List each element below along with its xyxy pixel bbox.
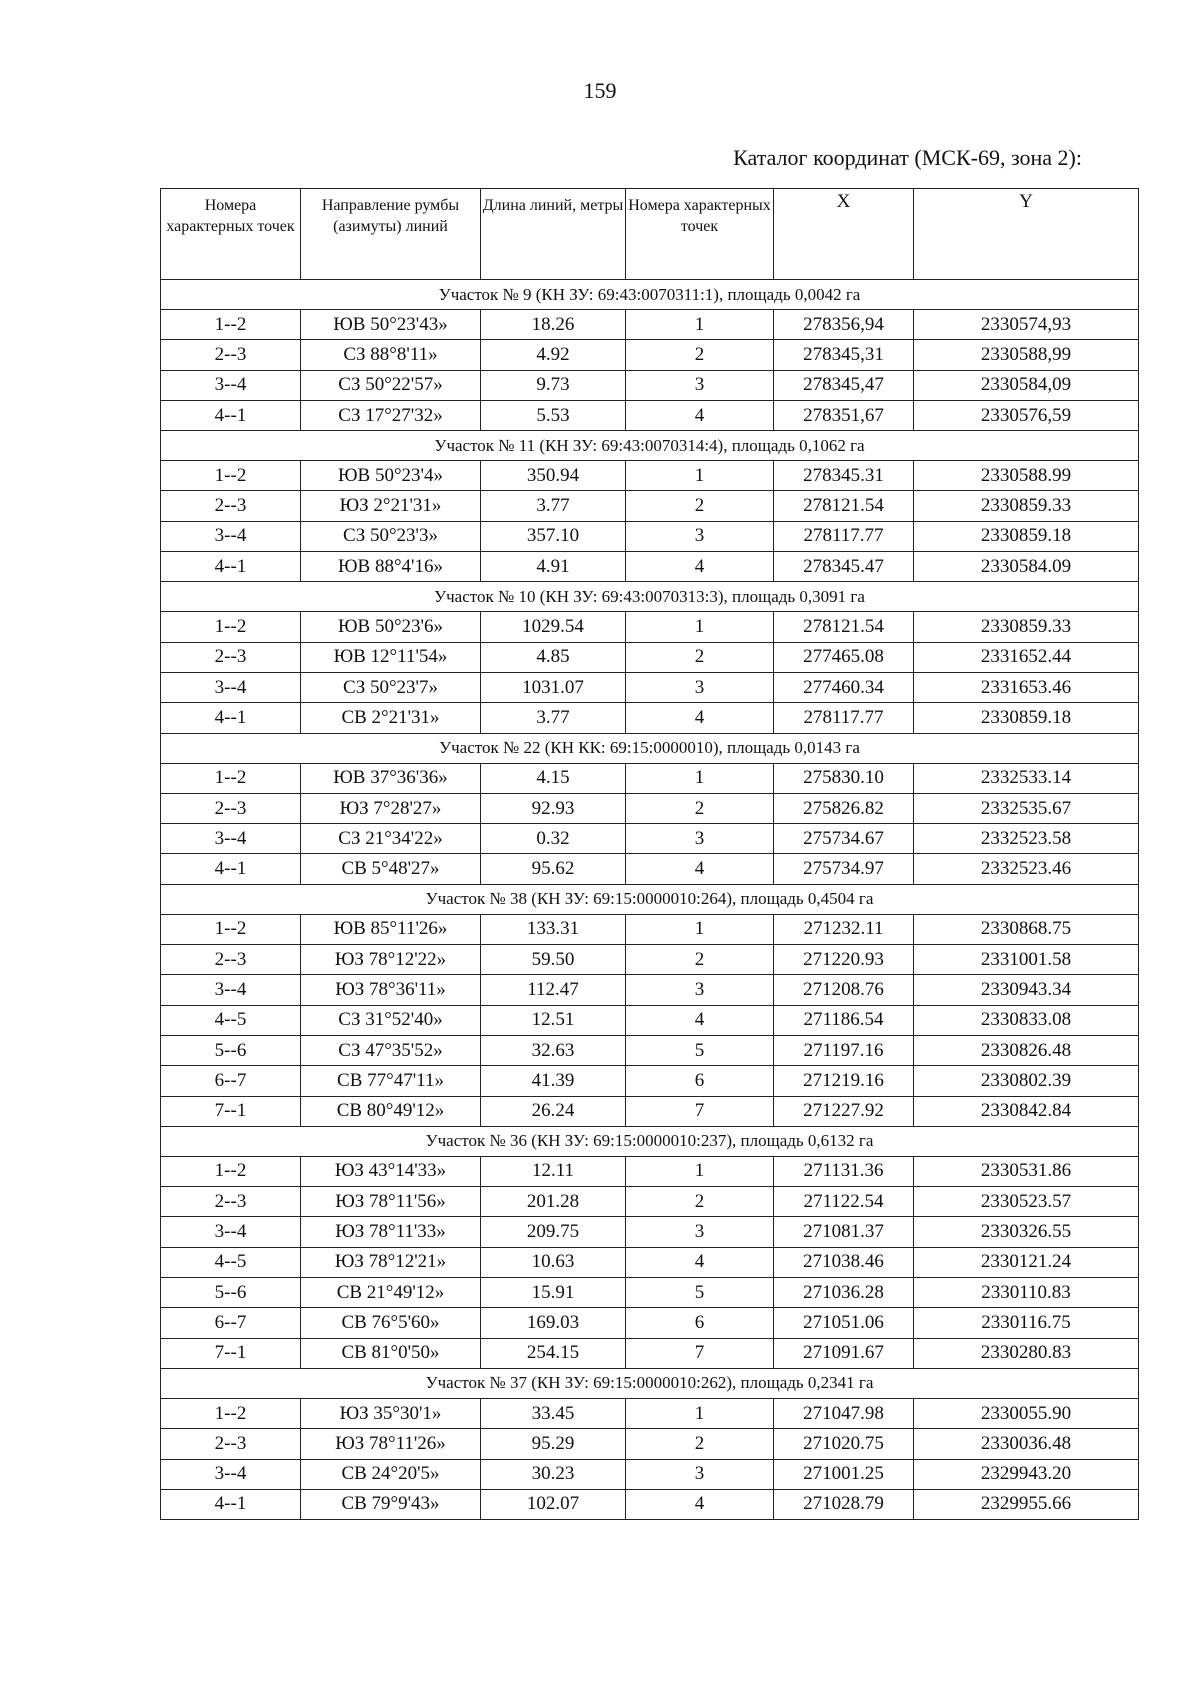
cell-length: 15.91 bbox=[481, 1278, 626, 1308]
cell-direction: ЮЗ 78°12'21» bbox=[301, 1247, 481, 1277]
table-row bbox=[161, 1156, 1139, 1186]
table-row bbox=[161, 975, 1139, 1005]
catalog-title: Каталог координат (МСК-69, зона 2): bbox=[733, 145, 1082, 170]
cell-y-coord: 2330531.86 bbox=[914, 1156, 1139, 1186]
cell-direction: СЗ 50°23'7» bbox=[301, 672, 481, 702]
table-row bbox=[161, 1096, 1139, 1126]
cell-x-coord: 275830.10 bbox=[774, 763, 914, 793]
cell-length: 4.85 bbox=[481, 642, 626, 672]
cell-point: 7 bbox=[626, 1338, 774, 1368]
cell-length: 10.63 bbox=[481, 1247, 626, 1277]
table-row bbox=[161, 1066, 1139, 1096]
cell-y-coord: 2330523.57 bbox=[914, 1187, 1139, 1217]
cell-x-coord: 271036.28 bbox=[774, 1278, 914, 1308]
cell-x-coord: 271091.67 bbox=[774, 1338, 914, 1368]
cell-segment: 4--1 bbox=[161, 703, 301, 733]
cell-y-coord: 2330842.84 bbox=[914, 1096, 1139, 1126]
table-row bbox=[161, 672, 1139, 702]
cell-x-coord: 275826.82 bbox=[774, 793, 914, 823]
cell-segment: 3--4 bbox=[161, 975, 301, 1005]
page-number: 159 bbox=[583, 78, 617, 103]
cell-segment: 4--1 bbox=[161, 854, 301, 884]
cell-y-coord: 2330280.83 bbox=[914, 1338, 1139, 1368]
cell-length: 95.29 bbox=[481, 1429, 626, 1459]
coordinate-catalog-table bbox=[160, 188, 1139, 1520]
cell-length: 1031.07 bbox=[481, 672, 626, 702]
cell-segment: 2--3 bbox=[161, 340, 301, 370]
header-point-numbers-2: Номера характерных точек bbox=[626, 189, 774, 280]
cell-length: 133.31 bbox=[481, 914, 626, 944]
cell-length: 59.50 bbox=[481, 945, 626, 975]
cell-x-coord: 278345,31 bbox=[774, 340, 914, 370]
cell-segment: 3--4 bbox=[161, 672, 301, 702]
cell-y-coord: 2330943.34 bbox=[914, 975, 1139, 1005]
cell-point: 1 bbox=[626, 310, 774, 340]
cell-length: 4.91 bbox=[481, 552, 626, 582]
cell-segment: 2--3 bbox=[161, 793, 301, 823]
cell-direction: ЮЗ 78°11'33» bbox=[301, 1217, 481, 1247]
table-row bbox=[161, 945, 1139, 975]
header-y: Y bbox=[914, 189, 1139, 280]
cell-length: 112.47 bbox=[481, 975, 626, 1005]
section-title: Участок № 37 (КН ЗУ: 69:15:0000010:262), площадь 0,2341 га bbox=[161, 1368, 1139, 1398]
cell-direction: СВ 81°0'50» bbox=[301, 1338, 481, 1368]
cell-point: 2 bbox=[626, 491, 774, 521]
header-line-length: Длина линий, метры bbox=[481, 189, 626, 280]
table-row bbox=[161, 914, 1139, 944]
cell-direction: СЗ 47°35'52» bbox=[301, 1035, 481, 1065]
cell-length: 26.24 bbox=[481, 1096, 626, 1126]
cell-y-coord: 2330574,93 bbox=[914, 310, 1139, 340]
cell-length: 18.26 bbox=[481, 310, 626, 340]
cell-length: 30.23 bbox=[481, 1459, 626, 1489]
cell-x-coord: 278345.31 bbox=[774, 461, 914, 491]
section-header-row bbox=[161, 1126, 1139, 1156]
cell-point: 1 bbox=[626, 612, 774, 642]
cell-segment: 1--2 bbox=[161, 1398, 301, 1428]
cell-point: 5 bbox=[626, 1278, 774, 1308]
table-row bbox=[161, 763, 1139, 793]
table-row bbox=[161, 400, 1139, 430]
cell-direction: ЮЗ 35°30'1» bbox=[301, 1398, 481, 1428]
header-point-numbers: Номера характерных точек bbox=[161, 189, 301, 280]
table-row bbox=[161, 1217, 1139, 1247]
cell-point: 1 bbox=[626, 763, 774, 793]
cell-point: 2 bbox=[626, 1429, 774, 1459]
cell-segment: 1--2 bbox=[161, 612, 301, 642]
cell-direction: ЮВ 88°4'16» bbox=[301, 552, 481, 582]
cell-y-coord: 2330326.55 bbox=[914, 1217, 1139, 1247]
cell-direction: ЮВ 37°36'36» bbox=[301, 763, 481, 793]
cell-y-coord: 2331652.44 bbox=[914, 642, 1139, 672]
cell-direction: ЮВ 50°23'43» bbox=[301, 310, 481, 340]
table-row bbox=[161, 370, 1139, 400]
cell-direction: ЮЗ 78°12'22» bbox=[301, 945, 481, 975]
cell-y-coord: 2330859.33 bbox=[914, 612, 1139, 642]
cell-point: 1 bbox=[626, 1156, 774, 1186]
cell-y-coord: 2330859.33 bbox=[914, 491, 1139, 521]
cell-y-coord: 2332533.14 bbox=[914, 763, 1139, 793]
cell-length: 4.15 bbox=[481, 763, 626, 793]
cell-point: 2 bbox=[626, 793, 774, 823]
cell-direction: ЮВ 85°11'26» bbox=[301, 914, 481, 944]
cell-segment: 4--1 bbox=[161, 400, 301, 430]
cell-x-coord: 278117.77 bbox=[774, 703, 914, 733]
cell-y-coord: 2330116.75 bbox=[914, 1308, 1139, 1338]
cell-point: 4 bbox=[626, 1247, 774, 1277]
cell-x-coord: 271047.98 bbox=[774, 1398, 914, 1428]
cell-length: 92.93 bbox=[481, 793, 626, 823]
cell-segment: 1--2 bbox=[161, 914, 301, 944]
cell-x-coord: 271227.92 bbox=[774, 1096, 914, 1126]
cell-segment: 6--7 bbox=[161, 1066, 301, 1096]
cell-point: 4 bbox=[626, 854, 774, 884]
cell-direction: СВ 76°5'60» bbox=[301, 1308, 481, 1338]
cell-x-coord: 277460.34 bbox=[774, 672, 914, 702]
cell-point: 7 bbox=[626, 1096, 774, 1126]
cell-segment: 3--4 bbox=[161, 370, 301, 400]
cell-y-coord: 2331653.46 bbox=[914, 672, 1139, 702]
cell-point: 4 bbox=[626, 1005, 774, 1035]
table-row bbox=[161, 461, 1139, 491]
cell-direction: ЮВ 12°11'54» bbox=[301, 642, 481, 672]
table-header-row bbox=[161, 189, 1139, 280]
section-header-row bbox=[161, 280, 1139, 310]
header-direction: Направление румбы (азимуты) линий bbox=[301, 189, 481, 280]
cell-segment: 2--3 bbox=[161, 1187, 301, 1217]
cell-y-coord: 2330833.08 bbox=[914, 1005, 1139, 1035]
cell-point: 2 bbox=[626, 642, 774, 672]
table-row bbox=[161, 642, 1139, 672]
cell-direction: СВ 79°9'43» bbox=[301, 1489, 481, 1519]
table-row bbox=[161, 1187, 1139, 1217]
cell-segment: 1--2 bbox=[161, 461, 301, 491]
cell-direction: СЗ 88°8'11» bbox=[301, 340, 481, 370]
cell-x-coord: 278351,67 bbox=[774, 400, 914, 430]
cell-direction: ЮВ 50°23'6» bbox=[301, 612, 481, 642]
cell-length: 1029.54 bbox=[481, 612, 626, 642]
cell-x-coord: 271208.76 bbox=[774, 975, 914, 1005]
cell-y-coord: 2330802.39 bbox=[914, 1066, 1139, 1096]
cell-point: 2 bbox=[626, 340, 774, 370]
cell-y-coord: 2330584,09 bbox=[914, 370, 1139, 400]
cell-length: 102.07 bbox=[481, 1489, 626, 1519]
cell-length: 3.77 bbox=[481, 491, 626, 521]
table-row bbox=[161, 1398, 1139, 1428]
cell-segment: 5--6 bbox=[161, 1278, 301, 1308]
cell-x-coord: 271038.46 bbox=[774, 1247, 914, 1277]
cell-segment: 2--3 bbox=[161, 945, 301, 975]
cell-y-coord: 2332535.67 bbox=[914, 793, 1139, 823]
cell-direction: ЮЗ 78°11'56» bbox=[301, 1187, 481, 1217]
table-row bbox=[161, 1429, 1139, 1459]
cell-segment: 2--3 bbox=[161, 491, 301, 521]
table-row bbox=[161, 521, 1139, 551]
cell-direction: СЗ 50°22'57» bbox=[301, 370, 481, 400]
cell-direction: СЗ 17°27'32» bbox=[301, 400, 481, 430]
cell-y-coord: 2329943.20 bbox=[914, 1459, 1139, 1489]
cell-x-coord: 271001.25 bbox=[774, 1459, 914, 1489]
section-header-row bbox=[161, 884, 1139, 914]
table-row bbox=[161, 1278, 1139, 1308]
section-header-row bbox=[161, 431, 1139, 461]
cell-x-coord: 278121.54 bbox=[774, 612, 914, 642]
cell-y-coord: 2330859.18 bbox=[914, 703, 1139, 733]
cell-length: 12.51 bbox=[481, 1005, 626, 1035]
cell-point: 4 bbox=[626, 552, 774, 582]
cell-point: 6 bbox=[626, 1308, 774, 1338]
cell-length: 95.62 bbox=[481, 854, 626, 884]
table-row bbox=[161, 1489, 1139, 1519]
cell-x-coord: 278345,47 bbox=[774, 370, 914, 400]
cell-segment: 4--1 bbox=[161, 1489, 301, 1519]
cell-length: 4.92 bbox=[481, 340, 626, 370]
cell-x-coord: 271197.16 bbox=[774, 1035, 914, 1065]
cell-x-coord: 278356,94 bbox=[774, 310, 914, 340]
cell-segment: 6--7 bbox=[161, 1308, 301, 1338]
cell-length: 9.73 bbox=[481, 370, 626, 400]
cell-point: 3 bbox=[626, 975, 774, 1005]
table-row bbox=[161, 1308, 1139, 1338]
cell-point: 4 bbox=[626, 703, 774, 733]
cell-segment: 7--1 bbox=[161, 1096, 301, 1126]
cell-point: 1 bbox=[626, 1398, 774, 1428]
section-title: Участок № 22 (КН КК: 69:15:0000010), площадь 0,0143 га bbox=[161, 733, 1139, 763]
cell-length: 209.75 bbox=[481, 1217, 626, 1247]
table-row bbox=[161, 824, 1139, 854]
section-header-row bbox=[161, 582, 1139, 612]
table-row bbox=[161, 612, 1139, 642]
cell-direction: СЗ 31°52'40» bbox=[301, 1005, 481, 1035]
cell-direction: СЗ 21°34'22» bbox=[301, 824, 481, 854]
cell-direction: СВ 21°49'12» bbox=[301, 1278, 481, 1308]
cell-direction: СВ 80°49'12» bbox=[301, 1096, 481, 1126]
cell-length: 169.03 bbox=[481, 1308, 626, 1338]
table-row bbox=[161, 552, 1139, 582]
cell-segment: 4--5 bbox=[161, 1247, 301, 1277]
cell-x-coord: 271051.06 bbox=[774, 1308, 914, 1338]
cell-y-coord: 2330036.48 bbox=[914, 1429, 1139, 1459]
cell-length: 5.53 bbox=[481, 400, 626, 430]
cell-point: 3 bbox=[626, 1459, 774, 1489]
table-row bbox=[161, 1247, 1139, 1277]
cell-y-coord: 2330110.83 bbox=[914, 1278, 1139, 1308]
cell-direction: ЮЗ 78°11'26» bbox=[301, 1429, 481, 1459]
cell-y-coord: 2330588.99 bbox=[914, 461, 1139, 491]
section-title: Участок № 10 (КН ЗУ: 69:43:0070313:3), площадь 0,3091 га bbox=[161, 582, 1139, 612]
cell-length: 33.45 bbox=[481, 1398, 626, 1428]
cell-segment: 4--5 bbox=[161, 1005, 301, 1035]
cell-y-coord: 2330868.75 bbox=[914, 914, 1139, 944]
cell-x-coord: 271020.75 bbox=[774, 1429, 914, 1459]
cell-point: 1 bbox=[626, 914, 774, 944]
cell-x-coord: 271219.16 bbox=[774, 1066, 914, 1096]
cell-segment: 3--4 bbox=[161, 1459, 301, 1489]
cell-length: 3.77 bbox=[481, 703, 626, 733]
cell-segment: 1--2 bbox=[161, 763, 301, 793]
table-body bbox=[161, 280, 1139, 1520]
section-title: Участок № 9 (КН ЗУ: 69:43:0070311:1), площадь 0,0042 га bbox=[161, 280, 1139, 310]
table-row bbox=[161, 1035, 1139, 1065]
cell-x-coord: 277465.08 bbox=[774, 642, 914, 672]
cell-direction: СВ 5°48'27» bbox=[301, 854, 481, 884]
section-title: Участок № 36 (КН ЗУ: 69:15:0000010:237), площадь 0,6132 га bbox=[161, 1126, 1139, 1156]
cell-length: 0.32 bbox=[481, 824, 626, 854]
table-row bbox=[161, 310, 1139, 340]
cell-segment: 7--1 bbox=[161, 1338, 301, 1368]
cell-segment: 4--1 bbox=[161, 552, 301, 582]
cell-x-coord: 271081.37 bbox=[774, 1217, 914, 1247]
cell-segment: 1--2 bbox=[161, 310, 301, 340]
cell-segment: 1--2 bbox=[161, 1156, 301, 1186]
table-row bbox=[161, 793, 1139, 823]
section-title: Участок № 38 (КН ЗУ: 69:15:0000010:264), площадь 0,4504 га bbox=[161, 884, 1139, 914]
cell-point: 1 bbox=[626, 461, 774, 491]
cell-direction: СВ 2°21'31» bbox=[301, 703, 481, 733]
cell-x-coord: 278345.47 bbox=[774, 552, 914, 582]
cell-point: 4 bbox=[626, 400, 774, 430]
cell-y-coord: 2330588,99 bbox=[914, 340, 1139, 370]
table-row bbox=[161, 703, 1139, 733]
table-row bbox=[161, 1459, 1139, 1489]
cell-y-coord: 2330055.90 bbox=[914, 1398, 1139, 1428]
cell-segment: 5--6 bbox=[161, 1035, 301, 1065]
cell-length: 12.11 bbox=[481, 1156, 626, 1186]
cell-point: 2 bbox=[626, 1187, 774, 1217]
cell-length: 350.94 bbox=[481, 461, 626, 491]
cell-direction: ЮЗ 78°36'11» bbox=[301, 975, 481, 1005]
cell-x-coord: 278121.54 bbox=[774, 491, 914, 521]
cell-y-coord: 2330584.09 bbox=[914, 552, 1139, 582]
table-row bbox=[161, 1005, 1139, 1035]
section-header-row bbox=[161, 733, 1139, 763]
cell-length: 41.39 bbox=[481, 1066, 626, 1096]
table-row bbox=[161, 491, 1139, 521]
cell-point: 5 bbox=[626, 1035, 774, 1065]
cell-point: 6 bbox=[626, 1066, 774, 1096]
cell-length: 357.10 bbox=[481, 521, 626, 551]
cell-x-coord: 271028.79 bbox=[774, 1489, 914, 1519]
section-title: Участок № 11 (КН ЗУ: 69:43:0070314:4), площадь 0,1062 га bbox=[161, 431, 1139, 461]
cell-direction: СВ 77°47'11» bbox=[301, 1066, 481, 1096]
table-row bbox=[161, 1338, 1139, 1368]
cell-direction: ЮЗ 7°28'27» bbox=[301, 793, 481, 823]
cell-length: 254.15 bbox=[481, 1338, 626, 1368]
section-header-row bbox=[161, 1368, 1139, 1398]
cell-point: 3 bbox=[626, 370, 774, 400]
cell-y-coord: 2330576,59 bbox=[914, 400, 1139, 430]
cell-x-coord: 271220.93 bbox=[774, 945, 914, 975]
cell-direction: ЮЗ 2°21'31» bbox=[301, 491, 481, 521]
cell-point: 3 bbox=[626, 1217, 774, 1247]
cell-length: 32.63 bbox=[481, 1035, 626, 1065]
cell-direction: ЮВ 50°23'4» bbox=[301, 461, 481, 491]
cell-segment: 3--4 bbox=[161, 1217, 301, 1247]
cell-x-coord: 271131.36 bbox=[774, 1156, 914, 1186]
cell-segment: 3--4 bbox=[161, 824, 301, 854]
cell-x-coord: 271186.54 bbox=[774, 1005, 914, 1035]
cell-length: 201.28 bbox=[481, 1187, 626, 1217]
cell-point: 3 bbox=[626, 672, 774, 702]
cell-point: 3 bbox=[626, 521, 774, 551]
cell-y-coord: 2330826.48 bbox=[914, 1035, 1139, 1065]
cell-direction: СВ 24°20'5» bbox=[301, 1459, 481, 1489]
cell-point: 3 bbox=[626, 824, 774, 854]
cell-point: 2 bbox=[626, 945, 774, 975]
cell-segment: 2--3 bbox=[161, 1429, 301, 1459]
cell-direction: ЮЗ 43°14'33» bbox=[301, 1156, 481, 1186]
cell-x-coord: 275734.67 bbox=[774, 824, 914, 854]
header-x: X bbox=[774, 189, 914, 280]
cell-segment: 3--4 bbox=[161, 521, 301, 551]
cell-segment: 2--3 bbox=[161, 642, 301, 672]
cell-direction: СЗ 50°23'3» bbox=[301, 521, 481, 551]
cell-x-coord: 278117.77 bbox=[774, 521, 914, 551]
cell-y-coord: 2332523.46 bbox=[914, 854, 1139, 884]
cell-y-coord: 2330121.24 bbox=[914, 1247, 1139, 1277]
cell-point: 4 bbox=[626, 1489, 774, 1519]
table-row bbox=[161, 854, 1139, 884]
cell-y-coord: 2329955.66 bbox=[914, 1489, 1139, 1519]
table-row bbox=[161, 340, 1139, 370]
cell-x-coord: 275734.97 bbox=[774, 854, 914, 884]
cell-y-coord: 2330859.18 bbox=[914, 521, 1139, 551]
cell-x-coord: 271232.11 bbox=[774, 914, 914, 944]
cell-y-coord: 2332523.58 bbox=[914, 824, 1139, 854]
cell-y-coord: 2331001.58 bbox=[914, 945, 1139, 975]
cell-x-coord: 271122.54 bbox=[774, 1187, 914, 1217]
